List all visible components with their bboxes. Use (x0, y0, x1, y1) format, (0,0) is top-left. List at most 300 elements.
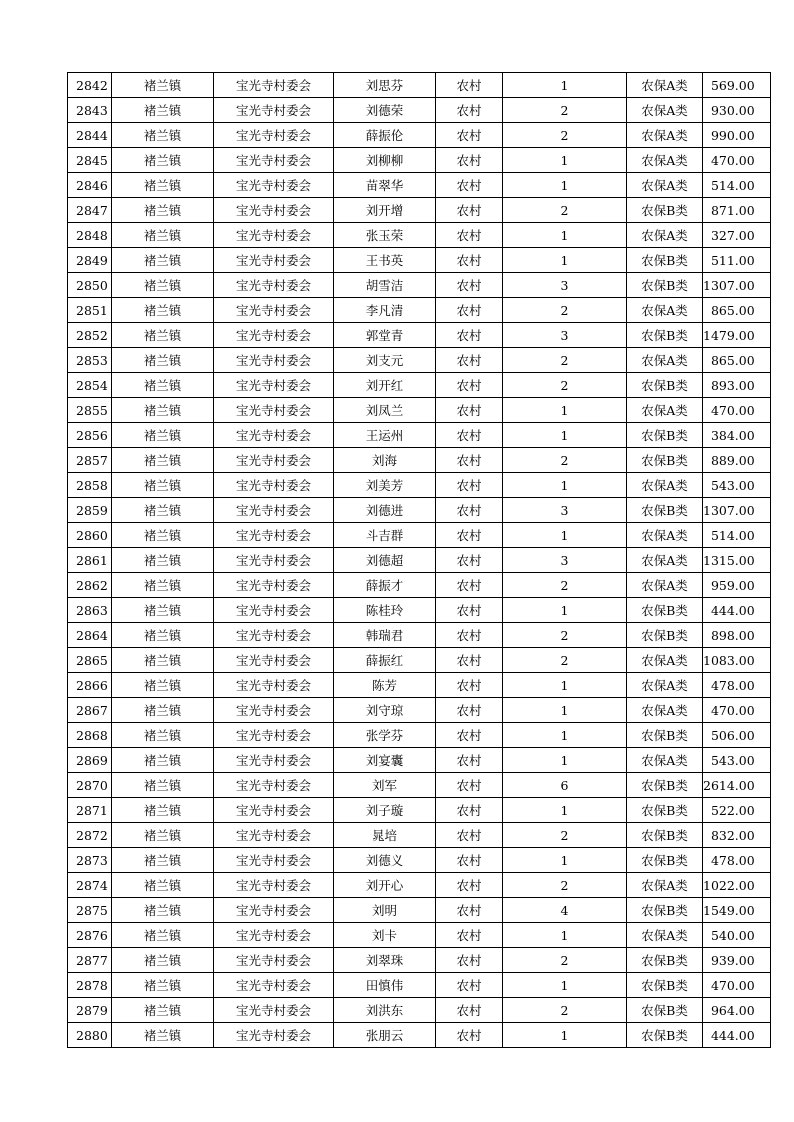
committee-cell: 宝光寺村委会 (214, 723, 334, 748)
category-cell: 农保B类 (627, 448, 703, 473)
town-cell: 褚兰镇 (112, 623, 214, 648)
table-row (68, 298, 771, 323)
committee-cell: 宝光寺村委会 (214, 398, 334, 423)
category-cell: 农保B类 (627, 898, 703, 923)
committee-cell: 宝光寺村委会 (214, 923, 334, 948)
amount-cell: 478.00 (703, 848, 771, 873)
table-row (68, 148, 771, 173)
row-number-cell: 2843 (68, 98, 112, 123)
table-row (68, 348, 771, 373)
table-row (68, 848, 771, 873)
area-type-cell: 农村 (436, 373, 503, 398)
amount-cell: 444.00 (703, 598, 771, 623)
row-number-cell: 2870 (68, 773, 112, 798)
area-type-cell: 农村 (436, 748, 503, 773)
persons-count-cell: 1 (503, 973, 627, 998)
area-type-cell: 农村 (436, 698, 503, 723)
table-row (68, 773, 771, 798)
town-cell: 褚兰镇 (112, 848, 214, 873)
category-cell: 农保A类 (627, 73, 703, 98)
town-cell: 褚兰镇 (112, 473, 214, 498)
name-cell: 李凡清 (334, 298, 436, 323)
area-type-cell: 农村 (436, 273, 503, 298)
row-number-cell: 2860 (68, 523, 112, 548)
category-cell: 农保A类 (627, 398, 703, 423)
amount-cell: 470.00 (703, 698, 771, 723)
area-type-cell: 农村 (436, 523, 503, 548)
persons-count-cell: 4 (503, 898, 627, 923)
amount-cell: 832.00 (703, 823, 771, 848)
row-number-cell: 2862 (68, 573, 112, 598)
name-cell: 刘子璇 (334, 798, 436, 823)
area-type-cell: 农村 (436, 773, 503, 798)
name-cell: 刘开红 (334, 373, 436, 398)
amount-cell: 511.00 (703, 248, 771, 273)
persons-count-cell: 2 (503, 448, 627, 473)
persons-count-cell: 1 (503, 423, 627, 448)
table-row (68, 273, 771, 298)
committee-cell: 宝光寺村委会 (214, 748, 334, 773)
name-cell: 斗吉群 (334, 523, 436, 548)
persons-count-cell: 2 (503, 573, 627, 598)
row-number-cell: 2878 (68, 973, 112, 998)
amount-cell: 470.00 (703, 148, 771, 173)
amount-cell: 893.00 (703, 373, 771, 398)
amount-cell: 1479.00 (703, 323, 771, 348)
committee-cell: 宝光寺村委会 (214, 498, 334, 523)
area-type-cell: 农村 (436, 98, 503, 123)
name-cell: 刘思芬 (334, 73, 436, 98)
table-row (68, 523, 771, 548)
committee-cell: 宝光寺村委会 (214, 973, 334, 998)
area-type-cell: 农村 (436, 473, 503, 498)
town-cell: 褚兰镇 (112, 723, 214, 748)
row-number-cell: 2851 (68, 298, 112, 323)
row-number-cell: 2850 (68, 273, 112, 298)
amount-cell: 470.00 (703, 398, 771, 423)
row-number-cell: 2880 (68, 1023, 112, 1048)
table-row (68, 548, 771, 573)
town-cell: 褚兰镇 (112, 823, 214, 848)
persons-count-cell: 1 (503, 223, 627, 248)
persons-count-cell: 1 (503, 173, 627, 198)
persons-count-cell: 2 (503, 873, 627, 898)
committee-cell: 宝光寺村委会 (214, 473, 334, 498)
town-cell: 褚兰镇 (112, 273, 214, 298)
area-type-cell: 农村 (436, 223, 503, 248)
committee-cell: 宝光寺村委会 (214, 273, 334, 298)
town-cell: 褚兰镇 (112, 223, 214, 248)
persons-count-cell: 6 (503, 773, 627, 798)
committee-cell: 宝光寺村委会 (214, 948, 334, 973)
table-row (68, 748, 771, 773)
persons-count-cell: 3 (503, 498, 627, 523)
committee-cell: 宝光寺村委会 (214, 773, 334, 798)
category-cell: 农保B类 (627, 1023, 703, 1048)
amount-cell: 543.00 (703, 473, 771, 498)
table-row (68, 198, 771, 223)
area-type-cell: 农村 (436, 648, 503, 673)
committee-cell: 宝光寺村委会 (214, 873, 334, 898)
category-cell: 农保B类 (627, 423, 703, 448)
committee-cell: 宝光寺村委会 (214, 523, 334, 548)
name-cell: 薛振红 (334, 648, 436, 673)
area-type-cell: 农村 (436, 798, 503, 823)
table-row (68, 823, 771, 848)
table-row (68, 998, 771, 1023)
amount-cell: 865.00 (703, 348, 771, 373)
amount-cell: 1315.00 (703, 548, 771, 573)
committee-cell: 宝光寺村委会 (214, 248, 334, 273)
area-type-cell: 农村 (436, 498, 503, 523)
table-row (68, 723, 771, 748)
category-cell: 农保A类 (627, 873, 703, 898)
committee-cell: 宝光寺村委会 (214, 648, 334, 673)
category-cell: 农保B类 (627, 798, 703, 823)
table-row (68, 173, 771, 198)
persons-count-cell: 1 (503, 748, 627, 773)
committee-cell: 宝光寺村委会 (214, 323, 334, 348)
table-row (68, 398, 771, 423)
committee-cell: 宝光寺村委会 (214, 548, 334, 573)
category-cell: 农保A类 (627, 548, 703, 573)
table-row (68, 1023, 771, 1048)
name-cell: 张玉荣 (334, 223, 436, 248)
row-number-cell: 2871 (68, 798, 112, 823)
committee-cell: 宝光寺村委会 (214, 1023, 334, 1048)
amount-cell: 939.00 (703, 948, 771, 973)
town-cell: 褚兰镇 (112, 573, 214, 598)
persons-count-cell: 1 (503, 723, 627, 748)
area-type-cell: 农村 (436, 623, 503, 648)
row-number-cell: 2877 (68, 948, 112, 973)
table-row (68, 323, 771, 348)
area-type-cell: 农村 (436, 948, 503, 973)
persons-count-cell: 2 (503, 948, 627, 973)
committee-cell: 宝光寺村委会 (214, 148, 334, 173)
amount-cell: 898.00 (703, 623, 771, 648)
amount-cell: 514.00 (703, 523, 771, 548)
row-number-cell: 2868 (68, 723, 112, 748)
committee-cell: 宝光寺村委会 (214, 348, 334, 373)
amount-cell: 865.00 (703, 298, 771, 323)
name-cell: 王书英 (334, 248, 436, 273)
name-cell: 刘柳柳 (334, 148, 436, 173)
town-cell: 褚兰镇 (112, 748, 214, 773)
category-cell: 农保B类 (627, 273, 703, 298)
area-type-cell: 农村 (436, 848, 503, 873)
amount-cell: 964.00 (703, 998, 771, 1023)
amount-cell: 470.00 (703, 973, 771, 998)
area-type-cell: 农村 (436, 548, 503, 573)
area-type-cell: 农村 (436, 348, 503, 373)
name-cell: 刘宴囊 (334, 748, 436, 773)
committee-cell: 宝光寺村委会 (214, 673, 334, 698)
category-cell: 农保A类 (627, 473, 703, 498)
amount-cell: 569.00 (703, 73, 771, 98)
row-number-cell: 2866 (68, 673, 112, 698)
persons-count-cell: 1 (503, 523, 627, 548)
town-cell: 褚兰镇 (112, 398, 214, 423)
area-type-cell: 农村 (436, 423, 503, 448)
row-number-cell: 2845 (68, 148, 112, 173)
committee-cell: 宝光寺村委会 (214, 798, 334, 823)
row-number-cell: 2876 (68, 923, 112, 948)
amount-cell: 1307.00 (703, 498, 771, 523)
table-row (68, 698, 771, 723)
row-number-cell: 2844 (68, 123, 112, 148)
table-row (68, 223, 771, 248)
committee-cell: 宝光寺村委会 (214, 998, 334, 1023)
town-cell: 褚兰镇 (112, 123, 214, 148)
area-type-cell: 农村 (436, 173, 503, 198)
persons-count-cell: 2 (503, 298, 627, 323)
persons-count-cell: 1 (503, 73, 627, 98)
committee-cell: 宝光寺村委会 (214, 123, 334, 148)
row-number-cell: 2846 (68, 173, 112, 198)
name-cell: 刘守琼 (334, 698, 436, 723)
area-type-cell: 农村 (436, 973, 503, 998)
area-type-cell: 农村 (436, 873, 503, 898)
name-cell: 刘德超 (334, 548, 436, 573)
name-cell: 薛振才 (334, 573, 436, 598)
area-type-cell: 农村 (436, 148, 503, 173)
name-cell: 郭堂青 (334, 323, 436, 348)
area-type-cell: 农村 (436, 198, 503, 223)
table-row (68, 798, 771, 823)
row-number-cell: 2874 (68, 873, 112, 898)
name-cell: 王运州 (334, 423, 436, 448)
table-row (68, 73, 771, 98)
name-cell: 陈桂玲 (334, 598, 436, 623)
area-type-cell: 农村 (436, 123, 503, 148)
name-cell: 刘支元 (334, 348, 436, 373)
category-cell: 农保A类 (627, 98, 703, 123)
category-cell: 农保A类 (627, 648, 703, 673)
committee-cell: 宝光寺村委会 (214, 298, 334, 323)
category-cell: 农保B类 (627, 198, 703, 223)
name-cell: 刘军 (334, 773, 436, 798)
persons-count-cell: 1 (503, 798, 627, 823)
town-cell: 褚兰镇 (112, 423, 214, 448)
category-cell: 农保A类 (627, 223, 703, 248)
table-row (68, 598, 771, 623)
category-cell: 农保B类 (627, 598, 703, 623)
persons-count-cell: 1 (503, 1023, 627, 1048)
amount-cell: 540.00 (703, 923, 771, 948)
town-cell: 褚兰镇 (112, 298, 214, 323)
amount-cell: 506.00 (703, 723, 771, 748)
area-type-cell: 农村 (436, 673, 503, 698)
persons-count-cell: 1 (503, 398, 627, 423)
persons-count-cell: 3 (503, 548, 627, 573)
persons-count-cell: 2 (503, 98, 627, 123)
area-type-cell: 农村 (436, 598, 503, 623)
table-row (68, 673, 771, 698)
town-cell: 褚兰镇 (112, 498, 214, 523)
town-cell: 褚兰镇 (112, 598, 214, 623)
amount-cell: 930.00 (703, 98, 771, 123)
table-row (68, 423, 771, 448)
table-row (68, 248, 771, 273)
row-number-cell: 2859 (68, 498, 112, 523)
committee-cell: 宝光寺村委会 (214, 448, 334, 473)
category-cell: 农保B类 (627, 848, 703, 873)
amount-cell: 1022.00 (703, 873, 771, 898)
name-cell: 刘开心 (334, 873, 436, 898)
town-cell: 褚兰镇 (112, 73, 214, 98)
table-row (68, 923, 771, 948)
category-cell: 农保B类 (627, 973, 703, 998)
persons-count-cell: 2 (503, 348, 627, 373)
category-cell: 农保A类 (627, 748, 703, 773)
persons-count-cell: 1 (503, 923, 627, 948)
area-type-cell: 农村 (436, 573, 503, 598)
category-cell: 农保A类 (627, 698, 703, 723)
persons-count-cell: 3 (503, 273, 627, 298)
amount-cell: 1549.00 (703, 898, 771, 923)
committee-cell: 宝光寺村委会 (214, 73, 334, 98)
amount-cell: 384.00 (703, 423, 771, 448)
name-cell: 韩瑞君 (334, 623, 436, 648)
name-cell: 胡雪洁 (334, 273, 436, 298)
committee-cell: 宝光寺村委会 (214, 198, 334, 223)
committee-cell: 宝光寺村委会 (214, 373, 334, 398)
row-number-cell: 2861 (68, 548, 112, 573)
amount-cell: 1083.00 (703, 648, 771, 673)
table-row (68, 948, 771, 973)
town-cell: 褚兰镇 (112, 448, 214, 473)
table-row (68, 123, 771, 148)
row-number-cell: 2873 (68, 848, 112, 873)
table-row (68, 448, 771, 473)
table-row (68, 623, 771, 648)
town-cell: 褚兰镇 (112, 998, 214, 1023)
name-cell: 刘洪东 (334, 998, 436, 1023)
category-cell: 农保A类 (627, 523, 703, 548)
category-cell: 农保A类 (627, 573, 703, 598)
row-number-cell: 2854 (68, 373, 112, 398)
town-cell: 褚兰镇 (112, 773, 214, 798)
table-row (68, 498, 771, 523)
category-cell: 农保B类 (627, 948, 703, 973)
committee-cell: 宝光寺村委会 (214, 623, 334, 648)
committee-cell: 宝光寺村委会 (214, 98, 334, 123)
area-type-cell: 农村 (436, 923, 503, 948)
row-number-cell: 2872 (68, 823, 112, 848)
table-row (68, 898, 771, 923)
town-cell: 褚兰镇 (112, 923, 214, 948)
amount-cell: 959.00 (703, 573, 771, 598)
town-cell: 褚兰镇 (112, 373, 214, 398)
amount-cell: 514.00 (703, 173, 771, 198)
row-number-cell: 2869 (68, 748, 112, 773)
table-row (68, 373, 771, 398)
town-cell: 褚兰镇 (112, 248, 214, 273)
town-cell: 褚兰镇 (112, 98, 214, 123)
persons-count-cell: 1 (503, 598, 627, 623)
roster-table (67, 72, 771, 1048)
name-cell: 田慎伟 (334, 973, 436, 998)
town-cell: 褚兰镇 (112, 698, 214, 723)
row-number-cell: 2847 (68, 198, 112, 223)
committee-cell: 宝光寺村委会 (214, 698, 334, 723)
name-cell: 苗翠华 (334, 173, 436, 198)
committee-cell: 宝光寺村委会 (214, 898, 334, 923)
committee-cell: 宝光寺村委会 (214, 423, 334, 448)
area-type-cell: 农村 (436, 998, 503, 1023)
amount-cell: 522.00 (703, 798, 771, 823)
name-cell: 刘德荣 (334, 98, 436, 123)
name-cell: 刘明 (334, 898, 436, 923)
row-number-cell: 2875 (68, 898, 112, 923)
table-row (68, 648, 771, 673)
table-row (68, 973, 771, 998)
persons-count-cell: 2 (503, 373, 627, 398)
amount-cell: 444.00 (703, 1023, 771, 1048)
name-cell: 刘翠珠 (334, 948, 436, 973)
town-cell: 褚兰镇 (112, 148, 214, 173)
amount-cell: 2614.00 (703, 773, 771, 798)
town-cell: 褚兰镇 (112, 673, 214, 698)
amount-cell: 543.00 (703, 748, 771, 773)
category-cell: 农保A类 (627, 348, 703, 373)
category-cell: 农保A类 (627, 173, 703, 198)
persons-count-cell: 3 (503, 323, 627, 348)
committee-cell: 宝光寺村委会 (214, 173, 334, 198)
town-cell: 褚兰镇 (112, 323, 214, 348)
town-cell: 褚兰镇 (112, 198, 214, 223)
town-cell: 褚兰镇 (112, 798, 214, 823)
persons-count-cell: 2 (503, 623, 627, 648)
area-type-cell: 农村 (436, 723, 503, 748)
persons-count-cell: 1 (503, 673, 627, 698)
town-cell: 褚兰镇 (112, 348, 214, 373)
committee-cell: 宝光寺村委会 (214, 223, 334, 248)
row-number-cell: 2848 (68, 223, 112, 248)
row-number-cell: 2865 (68, 648, 112, 673)
table-row (68, 98, 771, 123)
persons-count-cell: 2 (503, 648, 627, 673)
amount-cell: 871.00 (703, 198, 771, 223)
persons-count-cell: 2 (503, 198, 627, 223)
committee-cell: 宝光寺村委会 (214, 598, 334, 623)
row-number-cell: 2863 (68, 598, 112, 623)
category-cell: 农保A类 (627, 298, 703, 323)
name-cell: 晁培 (334, 823, 436, 848)
name-cell: 张学芬 (334, 723, 436, 748)
persons-count-cell: 2 (503, 823, 627, 848)
category-cell: 农保B类 (627, 773, 703, 798)
persons-count-cell: 1 (503, 848, 627, 873)
name-cell: 刘德义 (334, 848, 436, 873)
committee-cell: 宝光寺村委会 (214, 573, 334, 598)
row-number-cell: 2867 (68, 698, 112, 723)
row-number-cell: 2855 (68, 398, 112, 423)
name-cell: 刘德进 (334, 498, 436, 523)
area-type-cell: 农村 (436, 248, 503, 273)
row-number-cell: 2879 (68, 998, 112, 1023)
area-type-cell: 农村 (436, 1023, 503, 1048)
category-cell: 农保B类 (627, 723, 703, 748)
category-cell: 农保B类 (627, 998, 703, 1023)
row-number-cell: 2852 (68, 323, 112, 348)
table-row (68, 873, 771, 898)
area-type-cell: 农村 (436, 823, 503, 848)
area-type-cell: 农村 (436, 73, 503, 98)
name-cell: 刘美芳 (334, 473, 436, 498)
committee-cell: 宝光寺村委会 (214, 848, 334, 873)
